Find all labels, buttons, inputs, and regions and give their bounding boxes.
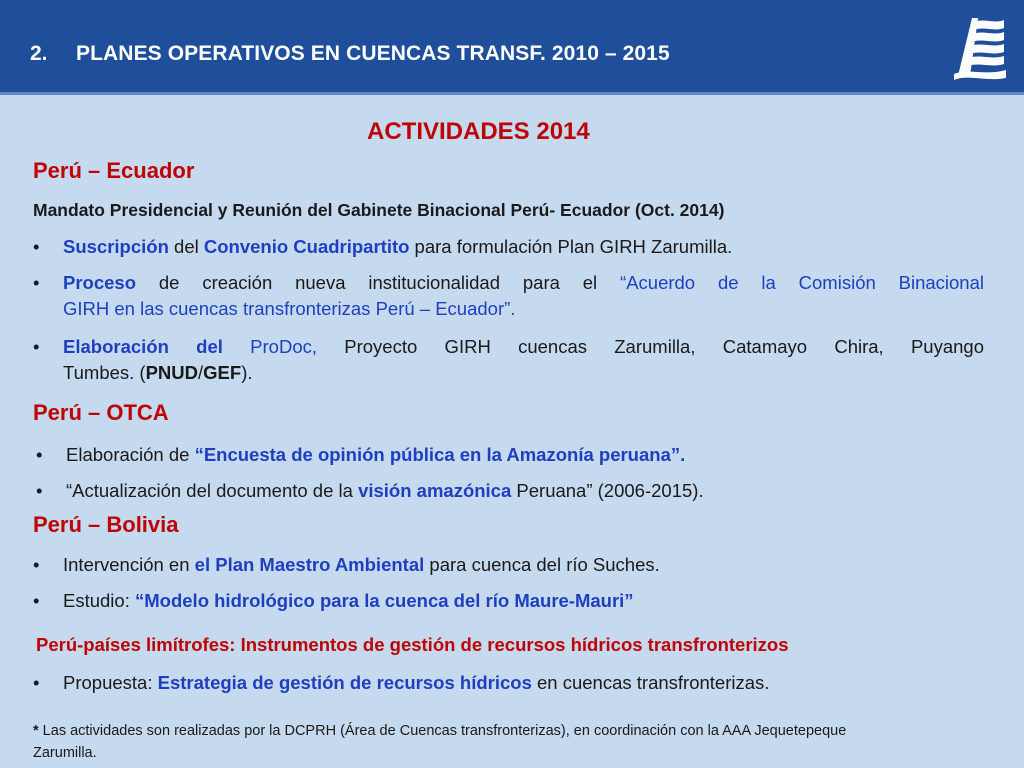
list-item: Elaboración de “Encuesta de opinión pública en la Amazonía peruana”.: [66, 444, 686, 465]
list-item: Estudio: “Modelo hidrológico para la cuenca del río Maure-Mauri”: [63, 590, 634, 611]
list-item-continuation: Tumbes. (PNUD/GEF).: [63, 362, 253, 383]
bullet: •: [33, 672, 40, 693]
bullet: •: [36, 480, 43, 501]
section-heading-peru-bolivia: Perú – Bolivia: [33, 512, 179, 537]
list-item: Proceso de creación nueva institucionalidad para el “Acuerdo de la Comisión Binacional: [63, 272, 984, 293]
bullet: •: [33, 272, 40, 293]
waves-logo-icon: [950, 14, 1008, 80]
list-item: Elaboración del ProDoc, Proyecto GIRH cuencas Zarumilla, Catamayo Chira, Puyango: [63, 336, 984, 357]
list-item: Propuesta: Estrategia de gestión de recursos hídricos en cuencas transfronterizas.: [63, 672, 770, 693]
list-item: Suscripción del Convenio Cuadripartito para formulación Plan GIRH Zarumilla.: [63, 236, 733, 257]
section-heading-limitrofes: Perú-países limítrofes: Instrumentos de gestión de recursos hídricos transfronterizos: [36, 634, 789, 655]
bullet: •: [33, 590, 40, 611]
section-heading-peru-ecuador: Perú – Ecuador: [33, 158, 195, 183]
list-item: Intervención en el Plan Maestro Ambiental para cuenca del río Suches.: [63, 554, 660, 575]
bullet: •: [36, 444, 43, 465]
mandate-paragraph: Mandato Presidencial y Reunión del Gabinete Binacional Perú- Ecuador (Oct. 2014): [33, 200, 725, 220]
footnote: * Las actividades son realizadas por la DCPRH (Área de Cuencas transfronterizas), en coordinación con la AAA Jequetepeque Zarumilla.: [33, 723, 847, 761]
bullet: •: [33, 336, 40, 357]
activities-title: ACTIVIDADES 2014: [367, 118, 590, 145]
section-heading-peru-otca: Perú – OTCA: [33, 400, 169, 425]
bullet: •: [33, 554, 40, 575]
list-item-continuation: GIRH en las cuencas transfronterizas Perú – Ecuador”.: [63, 298, 516, 319]
bullet: •: [33, 236, 40, 257]
slide-title: PLANES OPERATIVOS EN CUENCAS TRANSF. 2010 – 2015: [76, 42, 670, 65]
title-bar: [0, 0, 1024, 95]
section-number: 2.: [30, 42, 48, 65]
list-item: “Actualización del documento de la visión amazónica Peruana” (2006-2015).: [66, 480, 704, 501]
